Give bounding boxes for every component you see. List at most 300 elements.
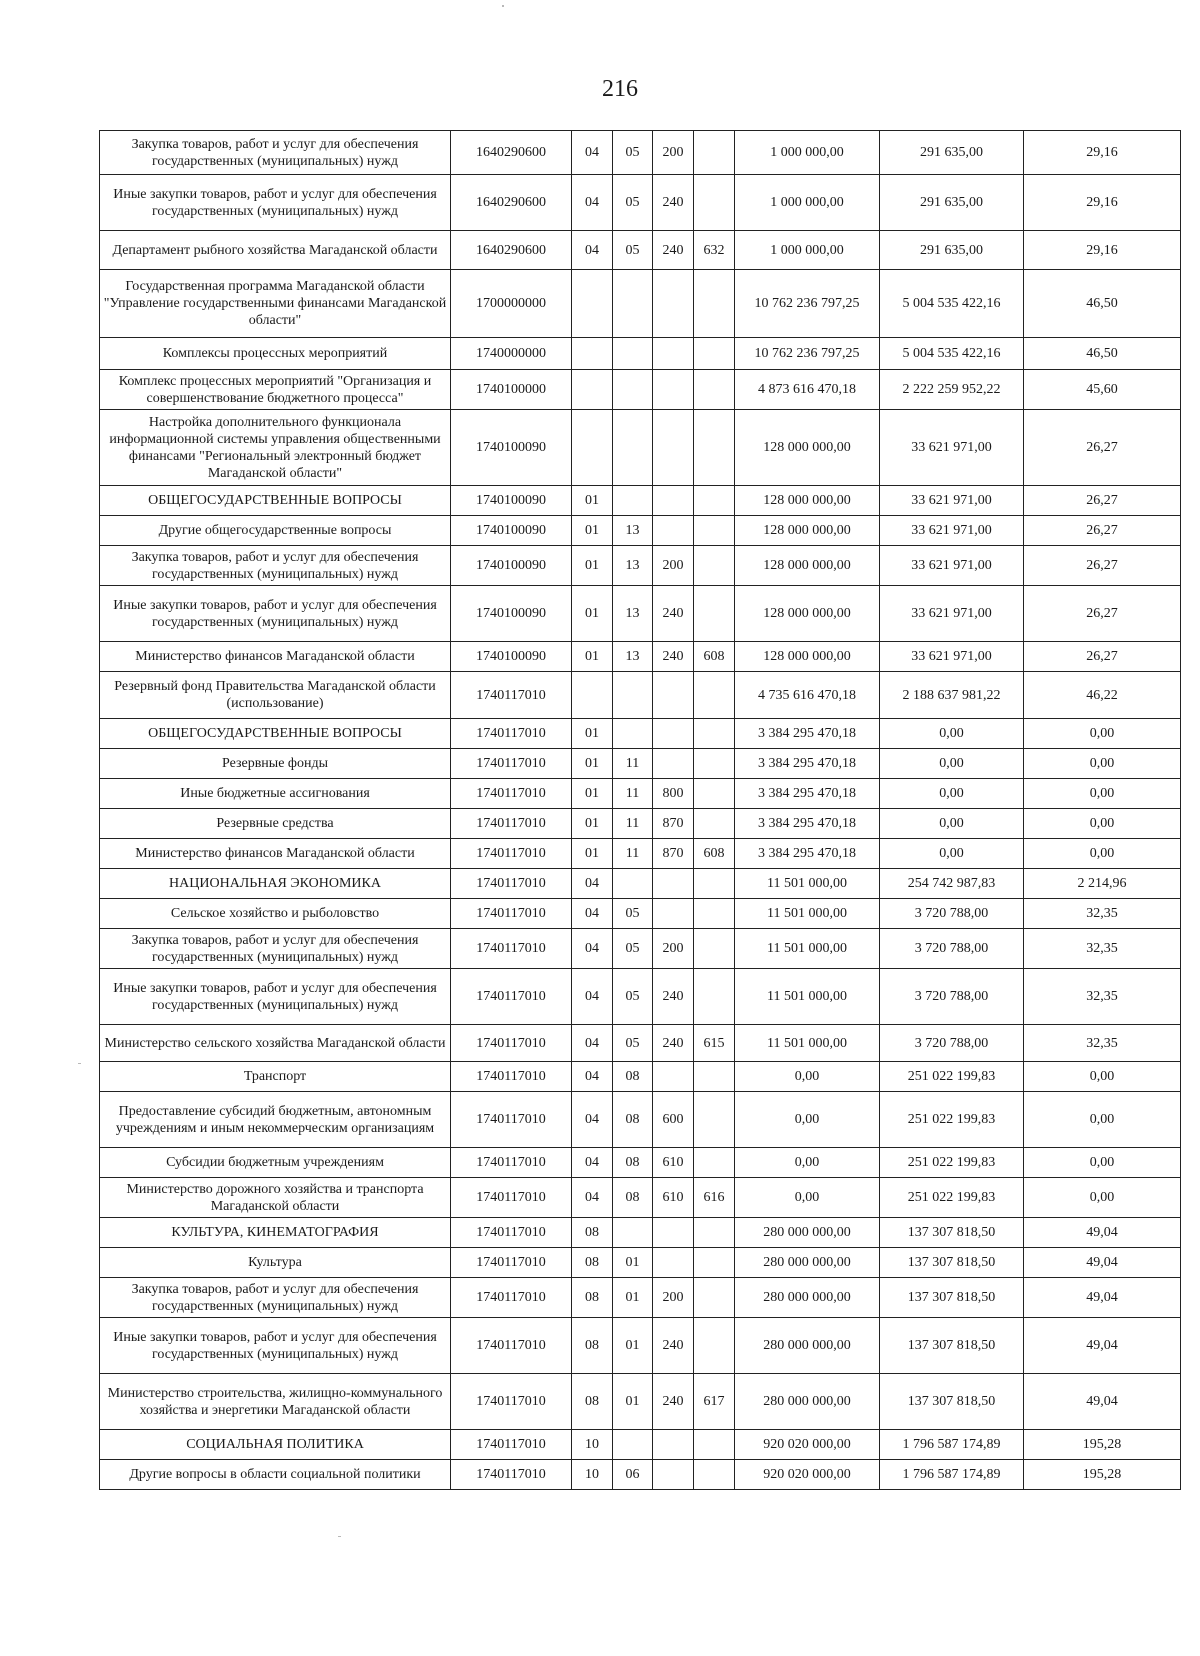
subsection-code — [613, 1430, 653, 1460]
administrator-code — [694, 486, 735, 516]
table-row — [100, 779, 1181, 809]
execution-percent: 32,35 — [1024, 899, 1181, 929]
executed-amount: 33 621 971,00 — [880, 486, 1024, 516]
execution-percent: 0,00 — [1024, 839, 1181, 869]
expense-type-code — [653, 1218, 694, 1248]
table-row — [100, 370, 1181, 410]
table-row — [100, 1374, 1181, 1430]
planned-amount: 0,00 — [735, 1062, 880, 1092]
target-code: 1740117010 — [451, 1460, 572, 1490]
table-row — [100, 672, 1181, 719]
expense-type-code: 200 — [653, 929, 694, 969]
executed-amount: 0,00 — [880, 749, 1024, 779]
subsection-code: 01 — [613, 1248, 653, 1278]
subsection-code: 08 — [613, 1178, 653, 1218]
row-name: Иные закупки товаров, работ и услуг для обеспечения государственных (муниципальных) нужд — [100, 969, 451, 1025]
section-code: 04 — [572, 869, 613, 899]
administrator-code: 617 — [694, 1374, 735, 1430]
administrator-code — [694, 719, 735, 749]
execution-percent: 26,27 — [1024, 516, 1181, 546]
expense-type-code — [653, 516, 694, 546]
execution-percent: 49,04 — [1024, 1278, 1181, 1318]
subsection-code: 13 — [613, 516, 653, 546]
target-code: 1640290600 — [451, 175, 572, 231]
row-name: Сельское хозяйство и рыболовство — [100, 899, 451, 929]
planned-amount: 128 000 000,00 — [735, 642, 880, 672]
table-row — [100, 929, 1181, 969]
executed-amount: 137 307 818,50 — [880, 1318, 1024, 1374]
subsection-code: 01 — [613, 1278, 653, 1318]
section-code — [572, 338, 613, 370]
execution-percent: 46,50 — [1024, 338, 1181, 370]
planned-amount: 0,00 — [735, 1092, 880, 1148]
budget-table — [99, 130, 1181, 1490]
table-row — [100, 899, 1181, 929]
row-name: Министерство строительства, жилищно-коммунального хозяйства и энергетики Магаданской области — [100, 1374, 451, 1430]
expense-type-code — [653, 1248, 694, 1278]
execution-percent: 26,27 — [1024, 546, 1181, 586]
planned-amount: 10 762 236 797,25 — [735, 270, 880, 338]
target-code: 1740117010 — [451, 899, 572, 929]
section-code: 01 — [572, 642, 613, 672]
execution-percent: 32,35 — [1024, 969, 1181, 1025]
expense-type-code — [653, 899, 694, 929]
planned-amount: 11 501 000,00 — [735, 869, 880, 899]
administrator-code — [694, 969, 735, 1025]
administrator-code — [694, 586, 735, 642]
target-code: 1740100090 — [451, 410, 572, 486]
planned-amount: 280 000 000,00 — [735, 1278, 880, 1318]
section-code: 04 — [572, 969, 613, 1025]
administrator-code: 632 — [694, 231, 735, 270]
subsection-code: 05 — [613, 175, 653, 231]
planned-amount: 128 000 000,00 — [735, 516, 880, 546]
row-name: Резервный фонд Правительства Магаданской области (использование) — [100, 672, 451, 719]
target-code: 1740117010 — [451, 929, 572, 969]
planned-amount: 10 762 236 797,25 — [735, 338, 880, 370]
table-row — [100, 1025, 1181, 1062]
planned-amount: 3 384 295 470,18 — [735, 779, 880, 809]
subsection-code — [613, 672, 653, 719]
administrator-code — [694, 1460, 735, 1490]
scan-speck — [78, 1063, 81, 1064]
planned-amount: 3 384 295 470,18 — [735, 749, 880, 779]
subsection-code — [613, 1218, 653, 1248]
execution-percent: 49,04 — [1024, 1318, 1181, 1374]
expense-type-code: 200 — [653, 546, 694, 586]
section-code: 01 — [572, 486, 613, 516]
expense-type-code: 870 — [653, 809, 694, 839]
execution-percent: 49,04 — [1024, 1218, 1181, 1248]
section-code: 01 — [572, 809, 613, 839]
executed-amount: 5 004 535 422,16 — [880, 338, 1024, 370]
executed-amount: 137 307 818,50 — [880, 1248, 1024, 1278]
executed-amount: 33 621 971,00 — [880, 516, 1024, 546]
target-code: 1740100000 — [451, 370, 572, 410]
expense-type-code: 600 — [653, 1092, 694, 1148]
planned-amount: 4 735 616 470,18 — [735, 672, 880, 719]
planned-amount: 920 020 000,00 — [735, 1460, 880, 1490]
administrator-code — [694, 410, 735, 486]
executed-amount: 291 635,00 — [880, 131, 1024, 175]
expense-type-code — [653, 1062, 694, 1092]
section-code: 04 — [572, 175, 613, 231]
subsection-code: 11 — [613, 839, 653, 869]
target-code: 1740117010 — [451, 1278, 572, 1318]
row-name: Государственная программа Магаданской области "Управление государственными финансами Магаданской области" — [100, 270, 451, 338]
table-row — [100, 131, 1181, 175]
administrator-code — [694, 672, 735, 719]
target-code: 1740117010 — [451, 839, 572, 869]
table-row — [100, 809, 1181, 839]
expense-type-code: 200 — [653, 131, 694, 175]
target-code: 1740117010 — [451, 672, 572, 719]
administrator-code — [694, 175, 735, 231]
row-name: Закупка товаров, работ и услуг для обеспечения государственных (муниципальных) нужд — [100, 1278, 451, 1318]
administrator-code: 616 — [694, 1178, 735, 1218]
subsection-code: 01 — [613, 1318, 653, 1374]
administrator-code — [694, 749, 735, 779]
execution-percent: 0,00 — [1024, 1148, 1181, 1178]
table-row — [100, 270, 1181, 338]
planned-amount: 0,00 — [735, 1148, 880, 1178]
section-code: 01 — [572, 749, 613, 779]
planned-amount: 1 000 000,00 — [735, 175, 880, 231]
executed-amount: 1 796 587 174,89 — [880, 1430, 1024, 1460]
table-row — [100, 410, 1181, 486]
execution-percent: 32,35 — [1024, 929, 1181, 969]
administrator-code: 608 — [694, 839, 735, 869]
executed-amount: 3 720 788,00 — [880, 1025, 1024, 1062]
section-code: 08 — [572, 1278, 613, 1318]
execution-percent: 49,04 — [1024, 1248, 1181, 1278]
expense-type-code: 870 — [653, 839, 694, 869]
expense-type-code — [653, 410, 694, 486]
administrator-code: 608 — [694, 642, 735, 672]
execution-percent: 195,28 — [1024, 1430, 1181, 1460]
execution-percent: 0,00 — [1024, 1178, 1181, 1218]
subsection-code: 13 — [613, 642, 653, 672]
row-name: Закупка товаров, работ и услуг для обеспечения государственных (муниципальных) нужд — [100, 929, 451, 969]
executed-amount: 33 621 971,00 — [880, 546, 1024, 586]
section-code — [572, 270, 613, 338]
row-name: Резервные фонды — [100, 749, 451, 779]
target-code: 1740117010 — [451, 969, 572, 1025]
subsection-code — [613, 338, 653, 370]
table-row — [100, 1460, 1181, 1490]
subsection-code: 05 — [613, 131, 653, 175]
section-code — [572, 410, 613, 486]
table-row — [100, 869, 1181, 899]
row-name: Субсидии бюджетным учреждениям — [100, 1148, 451, 1178]
subsection-code — [613, 270, 653, 338]
section-code: 04 — [572, 1025, 613, 1062]
section-code: 04 — [572, 131, 613, 175]
expense-type-code: 240 — [653, 586, 694, 642]
section-code: 04 — [572, 1178, 613, 1218]
target-code: 1740117010 — [451, 1374, 572, 1430]
executed-amount: 137 307 818,50 — [880, 1374, 1024, 1430]
row-name: Другие вопросы в области социальной политики — [100, 1460, 451, 1490]
expense-type-code — [653, 869, 694, 899]
table-row — [100, 1062, 1181, 1092]
administrator-code — [694, 899, 735, 929]
planned-amount: 280 000 000,00 — [735, 1374, 880, 1430]
execution-percent: 26,27 — [1024, 486, 1181, 516]
planned-amount: 280 000 000,00 — [735, 1218, 880, 1248]
administrator-code — [694, 779, 735, 809]
subsection-code: 11 — [613, 779, 653, 809]
expense-type-code: 240 — [653, 1374, 694, 1430]
subsection-code: 11 — [613, 749, 653, 779]
execution-percent: 46,22 — [1024, 672, 1181, 719]
row-name: Культура — [100, 1248, 451, 1278]
row-name: Министерство сельского хозяйства Магаданской области — [100, 1025, 451, 1062]
execution-percent: 2 214,96 — [1024, 869, 1181, 899]
executed-amount: 33 621 971,00 — [880, 586, 1024, 642]
section-code: 10 — [572, 1460, 613, 1490]
scan-speck — [502, 5, 504, 7]
target-code: 1740117010 — [451, 1430, 572, 1460]
planned-amount: 3 384 295 470,18 — [735, 839, 880, 869]
section-code: 01 — [572, 546, 613, 586]
target-code: 1740100090 — [451, 546, 572, 586]
table-row — [100, 546, 1181, 586]
target-code: 1740100090 — [451, 642, 572, 672]
table-row — [100, 1218, 1181, 1248]
subsection-code: 05 — [613, 231, 653, 270]
subsection-code: 13 — [613, 586, 653, 642]
subsection-code: 05 — [613, 969, 653, 1025]
target-code: 1740100090 — [451, 516, 572, 546]
row-name: Закупка товаров, работ и услуг для обеспечения государственных (муниципальных) нужд — [100, 546, 451, 586]
expense-type-code — [653, 672, 694, 719]
expense-type-code — [653, 338, 694, 370]
row-name: Комплексы процессных мероприятий — [100, 338, 451, 370]
target-code: 1740117010 — [451, 719, 572, 749]
execution-percent: 26,27 — [1024, 642, 1181, 672]
expense-type-code: 240 — [653, 175, 694, 231]
administrator-code — [694, 1248, 735, 1278]
planned-amount: 280 000 000,00 — [735, 1318, 880, 1374]
section-code: 01 — [572, 839, 613, 869]
planned-amount: 128 000 000,00 — [735, 546, 880, 586]
subsection-code: 08 — [613, 1062, 653, 1092]
administrator-code — [694, 809, 735, 839]
row-name: СОЦИАЛЬНАЯ ПОЛИТИКА — [100, 1430, 451, 1460]
executed-amount: 137 307 818,50 — [880, 1278, 1024, 1318]
section-code: 08 — [572, 1318, 613, 1374]
administrator-code — [694, 1318, 735, 1374]
administrator-code — [694, 1218, 735, 1248]
executed-amount: 3 720 788,00 — [880, 929, 1024, 969]
table-row — [100, 969, 1181, 1025]
row-name: Министерство финансов Магаданской области — [100, 839, 451, 869]
subsection-code — [613, 719, 653, 749]
execution-percent: 0,00 — [1024, 719, 1181, 749]
executed-amount: 0,00 — [880, 779, 1024, 809]
row-name: Иные закупки товаров, работ и услуг для обеспечения государственных (муниципальных) нужд — [100, 175, 451, 231]
planned-amount: 1 000 000,00 — [735, 131, 880, 175]
administrator-code — [694, 1278, 735, 1318]
section-code: 04 — [572, 1148, 613, 1178]
executed-amount: 0,00 — [880, 839, 1024, 869]
executed-amount: 3 720 788,00 — [880, 899, 1024, 929]
execution-percent: 26,27 — [1024, 586, 1181, 642]
execution-percent: 29,16 — [1024, 131, 1181, 175]
row-name: ОБЩЕГОСУДАРСТВЕННЫЕ ВОПРОСЫ — [100, 719, 451, 749]
row-name: Другие общегосударственные вопросы — [100, 516, 451, 546]
execution-percent: 26,27 — [1024, 410, 1181, 486]
expense-type-code: 200 — [653, 1278, 694, 1318]
expense-type-code: 240 — [653, 642, 694, 672]
execution-percent: 0,00 — [1024, 1062, 1181, 1092]
subsection-code: 01 — [613, 1374, 653, 1430]
expense-type-code: 240 — [653, 1318, 694, 1374]
row-name: Департамент рыбного хозяйства Магаданской области — [100, 231, 451, 270]
execution-percent: 29,16 — [1024, 175, 1181, 231]
administrator-code — [694, 338, 735, 370]
planned-amount: 11 501 000,00 — [735, 1025, 880, 1062]
expense-type-code — [653, 370, 694, 410]
target-code: 1640290600 — [451, 231, 572, 270]
section-code: 01 — [572, 719, 613, 749]
administrator-code — [694, 370, 735, 410]
subsection-code — [613, 486, 653, 516]
expense-type-code: 610 — [653, 1178, 694, 1218]
section-code: 04 — [572, 929, 613, 969]
executed-amount: 33 621 971,00 — [880, 642, 1024, 672]
executed-amount: 3 720 788,00 — [880, 969, 1024, 1025]
row-name: ОБЩЕГОСУДАРСТВЕННЫЕ ВОПРОСЫ — [100, 486, 451, 516]
row-name: КУЛЬТУРА, КИНЕМАТОГРАФИЯ — [100, 1218, 451, 1248]
target-code: 1740117010 — [451, 1092, 572, 1148]
administrator-code — [694, 929, 735, 969]
executed-amount: 0,00 — [880, 719, 1024, 749]
target-code: 1740100090 — [451, 586, 572, 642]
execution-percent: 46,50 — [1024, 270, 1181, 338]
execution-percent: 0,00 — [1024, 1092, 1181, 1148]
table-row — [100, 1430, 1181, 1460]
row-name: Министерство дорожного хозяйства и транспорта Магаданской области — [100, 1178, 451, 1218]
subsection-code: 13 — [613, 546, 653, 586]
execution-percent: 32,35 — [1024, 1025, 1181, 1062]
target-code: 1740117010 — [451, 1178, 572, 1218]
target-code: 1740117010 — [451, 1148, 572, 1178]
target-code: 1640290600 — [451, 131, 572, 175]
execution-percent: 195,28 — [1024, 1460, 1181, 1490]
subsection-code: 08 — [613, 1092, 653, 1148]
administrator-code — [694, 131, 735, 175]
target-code: 1740000000 — [451, 338, 572, 370]
administrator-code — [694, 1430, 735, 1460]
target-code: 1740117010 — [451, 1062, 572, 1092]
table-row — [100, 338, 1181, 370]
section-code: 08 — [572, 1374, 613, 1430]
table-row — [100, 749, 1181, 779]
section-code: 08 — [572, 1218, 613, 1248]
executed-amount: 291 635,00 — [880, 175, 1024, 231]
executed-amount: 251 022 199,83 — [880, 1148, 1024, 1178]
row-name: Иные бюджетные ассигнования — [100, 779, 451, 809]
target-code: 1740117010 — [451, 869, 572, 899]
table-row — [100, 1318, 1181, 1374]
expense-type-code — [653, 1460, 694, 1490]
table-row — [100, 839, 1181, 869]
executed-amount: 254 742 987,83 — [880, 869, 1024, 899]
table-row — [100, 1092, 1181, 1148]
row-name: НАЦИОНАЛЬНАЯ ЭКОНОМИКА — [100, 869, 451, 899]
expense-type-code: 610 — [653, 1148, 694, 1178]
row-name: Министерство финансов Магаданской области — [100, 642, 451, 672]
executed-amount: 251 022 199,83 — [880, 1178, 1024, 1218]
planned-amount: 920 020 000,00 — [735, 1430, 880, 1460]
executed-amount: 5 004 535 422,16 — [880, 270, 1024, 338]
executed-amount: 2 222 259 952,22 — [880, 370, 1024, 410]
table-row — [100, 1148, 1181, 1178]
execution-percent: 29,16 — [1024, 231, 1181, 270]
section-code: 10 — [572, 1430, 613, 1460]
table-row — [100, 1248, 1181, 1278]
row-name: Закупка товаров, работ и услуг для обеспечения государственных (муниципальных) нужд — [100, 131, 451, 175]
section-code: 01 — [572, 516, 613, 546]
subsection-code — [613, 869, 653, 899]
target-code: 1740117010 — [451, 749, 572, 779]
executed-amount: 0,00 — [880, 809, 1024, 839]
table-row — [100, 175, 1181, 231]
execution-percent: 0,00 — [1024, 809, 1181, 839]
planned-amount: 11 501 000,00 — [735, 969, 880, 1025]
page-number: 216 — [602, 76, 638, 102]
planned-amount: 11 501 000,00 — [735, 899, 880, 929]
table-row — [100, 486, 1181, 516]
executed-amount: 1 796 587 174,89 — [880, 1460, 1024, 1490]
execution-percent: 45,60 — [1024, 370, 1181, 410]
row-name: Транспорт — [100, 1062, 451, 1092]
expense-type-code — [653, 719, 694, 749]
subsection-code: 05 — [613, 1025, 653, 1062]
target-code: 1740117010 — [451, 809, 572, 839]
expense-type-code — [653, 1430, 694, 1460]
row-name: Предоставление субсидий бюджетным, автономным учреждениям и иным некоммерческим организациям — [100, 1092, 451, 1148]
subsection-code: 11 — [613, 809, 653, 839]
administrator-code — [694, 1062, 735, 1092]
planned-amount: 11 501 000,00 — [735, 929, 880, 969]
section-code — [572, 672, 613, 719]
section-code: 01 — [572, 779, 613, 809]
planned-amount: 4 873 616 470,18 — [735, 370, 880, 410]
target-code: 1740100090 — [451, 486, 572, 516]
row-name: Резервные средства — [100, 809, 451, 839]
execution-percent: 0,00 — [1024, 779, 1181, 809]
table-row — [100, 231, 1181, 270]
planned-amount: 0,00 — [735, 1178, 880, 1218]
table-row — [100, 1178, 1181, 1218]
subsection-code — [613, 370, 653, 410]
target-code: 1740117010 — [451, 779, 572, 809]
target-code: 1740117010 — [451, 1218, 572, 1248]
subsection-code: 08 — [613, 1148, 653, 1178]
table-row — [100, 1278, 1181, 1318]
administrator-code — [694, 1092, 735, 1148]
row-name: Настройка дополнительного функционала информационной системы управления общественными финансами "Региональный электронный бюджет Магаданской области" — [100, 410, 451, 486]
section-code: 04 — [572, 1062, 613, 1092]
expense-type-code: 240 — [653, 1025, 694, 1062]
executed-amount: 137 307 818,50 — [880, 1218, 1024, 1248]
executed-amount: 291 635,00 — [880, 231, 1024, 270]
planned-amount: 128 000 000,00 — [735, 410, 880, 486]
administrator-code — [694, 546, 735, 586]
